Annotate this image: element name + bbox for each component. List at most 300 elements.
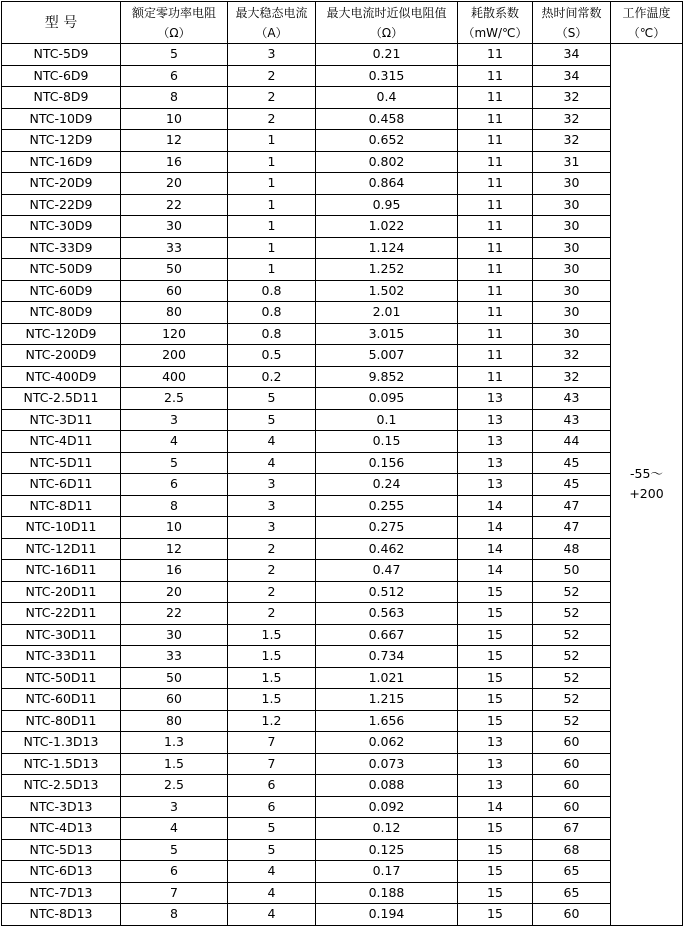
cell-approx-resistance: 2.01 [316, 302, 458, 324]
cell-time-constant: 32 [533, 130, 611, 152]
cell-current: 7 [228, 753, 316, 775]
cell-dissipation: 11 [458, 366, 533, 388]
table-row [2, 732, 683, 754]
cell-approx-resistance: 1.252 [316, 259, 458, 281]
cell-time-constant: 52 [533, 603, 611, 625]
cell-current: 1.5 [228, 689, 316, 711]
cell-approx-resistance: 0.156 [316, 452, 458, 474]
header-time-constant-unit: （S） [555, 25, 588, 40]
cell-approx-resistance: 3.015 [316, 323, 458, 345]
cell-model: NTC-30D9 [2, 216, 121, 238]
cell-dissipation: 11 [458, 302, 533, 324]
cell-approx-resistance: 1.215 [316, 689, 458, 711]
cell-current: 1.5 [228, 646, 316, 668]
cell-current: 2 [228, 560, 316, 582]
cell-dissipation: 13 [458, 775, 533, 797]
cell-resistance: 400 [121, 366, 228, 388]
cell-operating-temperature [611, 44, 683, 926]
cell-current: 5 [228, 818, 316, 840]
cell-model: NTC-200D9 [2, 345, 121, 367]
cell-approx-resistance: 0.4 [316, 87, 458, 109]
cell-current: 0.8 [228, 280, 316, 302]
cell-current: 2 [228, 108, 316, 130]
cell-model: NTC-20D11 [2, 581, 121, 603]
cell-dissipation: 14 [458, 538, 533, 560]
header-temperature-title: 工作温度 [622, 5, 671, 20]
cell-time-constant: 68 [533, 839, 611, 861]
cell-time-constant: 52 [533, 710, 611, 732]
cell-time-constant: 52 [533, 689, 611, 711]
cell-current: 1 [228, 259, 316, 281]
cell-time-constant: 30 [533, 259, 611, 281]
table-row [2, 409, 683, 431]
cell-resistance: 50 [121, 259, 228, 281]
cell-resistance: 6 [121, 861, 228, 883]
header-model: 型 号 [2, 2, 121, 44]
table-row [2, 323, 683, 345]
cell-approx-resistance: 0.864 [316, 173, 458, 195]
cell-time-constant: 50 [533, 560, 611, 582]
cell-resistance: 4 [121, 818, 228, 840]
cell-resistance: 80 [121, 302, 228, 324]
cell-time-constant: 32 [533, 366, 611, 388]
cell-current: 5 [228, 839, 316, 861]
cell-resistance: 8 [121, 904, 228, 926]
cell-resistance: 5 [121, 839, 228, 861]
cell-time-constant: 34 [533, 65, 611, 87]
cell-model: NTC-10D11 [2, 517, 121, 539]
cell-resistance: 20 [121, 173, 228, 195]
cell-model: NTC-6D11 [2, 474, 121, 496]
cell-approx-resistance: 0.652 [316, 130, 458, 152]
table-row [2, 839, 683, 861]
table-row [2, 603, 683, 625]
cell-dissipation: 14 [458, 560, 533, 582]
cell-time-constant: 45 [533, 452, 611, 474]
ntc-spec-table [1, 1, 683, 926]
cell-current: 3 [228, 517, 316, 539]
cell-approx-resistance: 0.462 [316, 538, 458, 560]
cell-resistance: 3 [121, 796, 228, 818]
cell-approx-resistance: 0.24 [316, 474, 458, 496]
cell-dissipation: 11 [458, 259, 533, 281]
table-row [2, 280, 683, 302]
cell-resistance: 30 [121, 216, 228, 238]
cell-approx-resistance: 0.255 [316, 495, 458, 517]
cell-dissipation: 13 [458, 474, 533, 496]
cell-time-constant: 60 [533, 775, 611, 797]
cell-dissipation: 13 [458, 388, 533, 410]
cell-model: NTC-30D11 [2, 624, 121, 646]
cell-resistance: 33 [121, 237, 228, 259]
cell-dissipation: 11 [458, 108, 533, 130]
table-row [2, 431, 683, 453]
cell-approx-resistance: 5.007 [316, 345, 458, 367]
cell-model: NTC-400D9 [2, 366, 121, 388]
table-row [2, 474, 683, 496]
header-dissipation-title: 耗散系数 [470, 5, 519, 20]
cell-approx-resistance: 0.092 [316, 796, 458, 818]
cell-time-constant: 30 [533, 173, 611, 195]
cell-dissipation: 11 [458, 130, 533, 152]
cell-resistance: 33 [121, 646, 228, 668]
cell-model: NTC-16D11 [2, 560, 121, 582]
cell-current: 1.5 [228, 667, 316, 689]
cell-resistance: 12 [121, 538, 228, 560]
cell-time-constant: 30 [533, 237, 611, 259]
operating-temperature-line: -55～ [630, 466, 663, 482]
header-dissipation-unit: （mW/℃） [462, 25, 528, 40]
table-row [2, 87, 683, 109]
cell-dissipation: 15 [458, 882, 533, 904]
cell-model: NTC-60D11 [2, 689, 121, 711]
cell-model: NTC-8D9 [2, 87, 121, 109]
cell-time-constant: 52 [533, 646, 611, 668]
cell-current: 6 [228, 796, 316, 818]
cell-dissipation: 15 [458, 904, 533, 926]
cell-time-constant: 48 [533, 538, 611, 560]
operating-temperature-line: +200 [629, 486, 664, 502]
cell-time-constant: 52 [533, 667, 611, 689]
cell-approx-resistance: 1.021 [316, 667, 458, 689]
cell-approx-resistance: 0.275 [316, 517, 458, 539]
cell-model: NTC-4D11 [2, 431, 121, 453]
cell-current: 0.5 [228, 345, 316, 367]
cell-model: NTC-5D13 [2, 839, 121, 861]
table-row [2, 818, 683, 840]
table-row [2, 689, 683, 711]
cell-current: 1.2 [228, 710, 316, 732]
cell-dissipation: 13 [458, 452, 533, 474]
cell-model: NTC-6D9 [2, 65, 121, 87]
cell-resistance: 60 [121, 689, 228, 711]
cell-approx-resistance: 9.852 [316, 366, 458, 388]
cell-time-constant: 32 [533, 87, 611, 109]
cell-time-constant: 52 [533, 581, 611, 603]
cell-current: 4 [228, 431, 316, 453]
cell-approx-resistance: 0.1 [316, 409, 458, 431]
cell-approx-resistance: 0.17 [316, 861, 458, 883]
cell-approx-resistance: 1.656 [316, 710, 458, 732]
cell-dissipation: 15 [458, 710, 533, 732]
cell-dissipation: 11 [458, 237, 533, 259]
cell-approx-resistance: 0.095 [316, 388, 458, 410]
cell-resistance: 2.5 [121, 388, 228, 410]
cell-dissipation: 11 [458, 323, 533, 345]
cell-time-constant: 60 [533, 796, 611, 818]
cell-approx-resistance: 0.667 [316, 624, 458, 646]
cell-resistance: 22 [121, 603, 228, 625]
cell-dissipation: 11 [458, 151, 533, 173]
cell-current: 3 [228, 474, 316, 496]
cell-resistance: 1.5 [121, 753, 228, 775]
cell-resistance: 6 [121, 65, 228, 87]
cell-model: NTC-1.5D13 [2, 753, 121, 775]
cell-approx-resistance: 0.073 [316, 753, 458, 775]
cell-resistance: 8 [121, 495, 228, 517]
cell-approx-resistance: 0.125 [316, 839, 458, 861]
cell-resistance: 10 [121, 517, 228, 539]
cell-model: NTC-22D9 [2, 194, 121, 216]
cell-dissipation: 11 [458, 87, 533, 109]
cell-approx-resistance: 1.124 [316, 237, 458, 259]
cell-model: NTC-60D9 [2, 280, 121, 302]
cell-time-constant: 31 [533, 151, 611, 173]
table-row [2, 624, 683, 646]
cell-approx-resistance: 0.15 [316, 431, 458, 453]
cell-model: NTC-8D13 [2, 904, 121, 926]
table-row [2, 194, 683, 216]
cell-current: 3 [228, 495, 316, 517]
cell-time-constant: 34 [533, 44, 611, 66]
cell-current: 4 [228, 861, 316, 883]
table-row [2, 882, 683, 904]
cell-time-constant: 65 [533, 882, 611, 904]
cell-dissipation: 11 [458, 44, 533, 66]
cell-time-constant: 47 [533, 517, 611, 539]
header-approx-resistance-title: 最大电流时近似电阻值 [326, 5, 447, 20]
cell-approx-resistance: 0.458 [316, 108, 458, 130]
cell-dissipation: 13 [458, 409, 533, 431]
cell-resistance: 50 [121, 667, 228, 689]
cell-current: 0.8 [228, 302, 316, 324]
cell-time-constant: 30 [533, 280, 611, 302]
cell-model: NTC-50D9 [2, 259, 121, 281]
cell-model: NTC-16D9 [2, 151, 121, 173]
cell-approx-resistance: 0.802 [316, 151, 458, 173]
cell-dissipation: 15 [458, 646, 533, 668]
cell-current: 3 [228, 44, 316, 66]
cell-approx-resistance: 1.502 [316, 280, 458, 302]
cell-approx-resistance: 0.734 [316, 646, 458, 668]
cell-approx-resistance: 0.12 [316, 818, 458, 840]
cell-resistance: 16 [121, 151, 228, 173]
cell-current: 2 [228, 65, 316, 87]
cell-resistance: 8 [121, 87, 228, 109]
cell-current: 4 [228, 452, 316, 474]
cell-dissipation: 11 [458, 173, 533, 195]
header-current [228, 2, 316, 44]
cell-approx-resistance: 0.188 [316, 882, 458, 904]
header-dissipation [458, 2, 533, 44]
cell-current: 6 [228, 775, 316, 797]
cell-model: NTC-2.5D11 [2, 388, 121, 410]
header-time-constant [533, 2, 611, 44]
header-resistance-title: 额定零功率电阻 [131, 5, 216, 20]
cell-resistance: 60 [121, 280, 228, 302]
cell-model: NTC-33D9 [2, 237, 121, 259]
cell-resistance: 80 [121, 710, 228, 732]
cell-resistance: 22 [121, 194, 228, 216]
table-row [2, 388, 683, 410]
table-row [2, 302, 683, 324]
table-row [2, 452, 683, 474]
table-row [2, 366, 683, 388]
cell-dissipation: 15 [458, 689, 533, 711]
table-row [2, 796, 683, 818]
table-row [2, 775, 683, 797]
table-row [2, 237, 683, 259]
cell-model: NTC-5D11 [2, 452, 121, 474]
cell-model: NTC-3D13 [2, 796, 121, 818]
cell-resistance: 10 [121, 108, 228, 130]
cell-approx-resistance: 0.95 [316, 194, 458, 216]
cell-dissipation: 14 [458, 517, 533, 539]
cell-resistance: 120 [121, 323, 228, 345]
cell-model: NTC-2.5D13 [2, 775, 121, 797]
table-row [2, 259, 683, 281]
cell-approx-resistance: 0.062 [316, 732, 458, 754]
cell-current: 1 [228, 173, 316, 195]
cell-resistance: 7 [121, 882, 228, 904]
cell-model: NTC-12D9 [2, 130, 121, 152]
cell-time-constant: 43 [533, 409, 611, 431]
cell-time-constant: 30 [533, 194, 611, 216]
cell-model: NTC-6D13 [2, 861, 121, 883]
cell-resistance: 5 [121, 44, 228, 66]
cell-current: 1 [228, 194, 316, 216]
table-row [2, 904, 683, 926]
table-row [2, 108, 683, 130]
table-row [2, 646, 683, 668]
header-resistance [121, 2, 228, 44]
cell-approx-resistance: 1.022 [316, 216, 458, 238]
cell-current: 2 [228, 603, 316, 625]
table-header [2, 2, 683, 44]
cell-current: 1 [228, 151, 316, 173]
cell-time-constant: 52 [533, 624, 611, 646]
table-row [2, 44, 683, 66]
cell-dissipation: 14 [458, 796, 533, 818]
cell-approx-resistance: 0.47 [316, 560, 458, 582]
cell-approx-resistance: 0.088 [316, 775, 458, 797]
cell-dissipation: 14 [458, 495, 533, 517]
header-time-constant-title: 热时间常数 [541, 5, 602, 20]
cell-approx-resistance: 0.21 [316, 44, 458, 66]
cell-resistance: 6 [121, 474, 228, 496]
cell-current: 0.2 [228, 366, 316, 388]
cell-model: NTC-1.3D13 [2, 732, 121, 754]
cell-current: 5 [228, 409, 316, 431]
cell-model: NTC-5D9 [2, 44, 121, 66]
header-current-title: 最大稳态电流 [235, 5, 308, 20]
cell-current: 1 [228, 130, 316, 152]
table-row [2, 753, 683, 775]
cell-dissipation: 15 [458, 818, 533, 840]
cell-model: NTC-50D11 [2, 667, 121, 689]
cell-dissipation: 13 [458, 431, 533, 453]
cell-resistance: 30 [121, 624, 228, 646]
cell-time-constant: 30 [533, 302, 611, 324]
header-temperature [611, 2, 683, 44]
cell-model: NTC-33D11 [2, 646, 121, 668]
table-row [2, 151, 683, 173]
cell-model: NTC-22D11 [2, 603, 121, 625]
cell-resistance: 5 [121, 452, 228, 474]
header-approx-resistance-unit: （Ω） [369, 25, 404, 40]
cell-time-constant: 60 [533, 753, 611, 775]
cell-model: NTC-80D11 [2, 710, 121, 732]
cell-model: NTC-12D11 [2, 538, 121, 560]
cell-model: NTC-8D11 [2, 495, 121, 517]
cell-resistance: 200 [121, 345, 228, 367]
table-row [2, 560, 683, 582]
cell-current: 2 [228, 87, 316, 109]
cell-resistance: 4 [121, 431, 228, 453]
cell-dissipation: 11 [458, 216, 533, 238]
table-row [2, 581, 683, 603]
cell-model: NTC-7D13 [2, 882, 121, 904]
cell-time-constant: 30 [533, 216, 611, 238]
table-row [2, 517, 683, 539]
table-row [2, 861, 683, 883]
header-row [2, 2, 683, 44]
cell-resistance: 1.3 [121, 732, 228, 754]
table-row [2, 345, 683, 367]
cell-time-constant: 44 [533, 431, 611, 453]
table-row [2, 130, 683, 152]
cell-dissipation: 15 [458, 624, 533, 646]
cell-model: NTC-80D9 [2, 302, 121, 324]
cell-current: 1.5 [228, 624, 316, 646]
cell-time-constant: 45 [533, 474, 611, 496]
cell-current: 2 [228, 581, 316, 603]
cell-dissipation: 15 [458, 667, 533, 689]
cell-current: 4 [228, 882, 316, 904]
cell-current: 0.8 [228, 323, 316, 345]
header-temperature-unit: （℃） [627, 25, 666, 40]
table-row [2, 495, 683, 517]
table-row [2, 65, 683, 87]
table-row [2, 667, 683, 689]
cell-dissipation: 13 [458, 753, 533, 775]
cell-model: NTC-3D11 [2, 409, 121, 431]
cell-time-constant: 60 [533, 904, 611, 926]
cell-approx-resistance: 0.194 [316, 904, 458, 926]
cell-time-constant: 65 [533, 861, 611, 883]
cell-current: 2 [228, 538, 316, 560]
cell-current: 7 [228, 732, 316, 754]
cell-approx-resistance: 0.512 [316, 581, 458, 603]
cell-dissipation: 15 [458, 839, 533, 861]
table-row [2, 173, 683, 195]
table-body [2, 44, 683, 926]
cell-dissipation: 15 [458, 861, 533, 883]
cell-dissipation: 13 [458, 732, 533, 754]
cell-time-constant: 43 [533, 388, 611, 410]
cell-resistance: 20 [121, 581, 228, 603]
cell-time-constant: 47 [533, 495, 611, 517]
cell-time-constant: 60 [533, 732, 611, 754]
cell-model: NTC-120D9 [2, 323, 121, 345]
cell-current: 1 [228, 216, 316, 238]
cell-time-constant: 32 [533, 345, 611, 367]
cell-current: 5 [228, 388, 316, 410]
cell-model: NTC-10D9 [2, 108, 121, 130]
cell-model: NTC-4D13 [2, 818, 121, 840]
header-current-unit: （A） [255, 25, 288, 40]
cell-dissipation: 11 [458, 345, 533, 367]
cell-approx-resistance: 0.315 [316, 65, 458, 87]
cell-dissipation: 11 [458, 280, 533, 302]
cell-time-constant: 32 [533, 108, 611, 130]
cell-resistance: 12 [121, 130, 228, 152]
cell-current: 4 [228, 904, 316, 926]
cell-resistance: 16 [121, 560, 228, 582]
cell-time-constant: 67 [533, 818, 611, 840]
cell-dissipation: 11 [458, 194, 533, 216]
cell-dissipation: 15 [458, 581, 533, 603]
